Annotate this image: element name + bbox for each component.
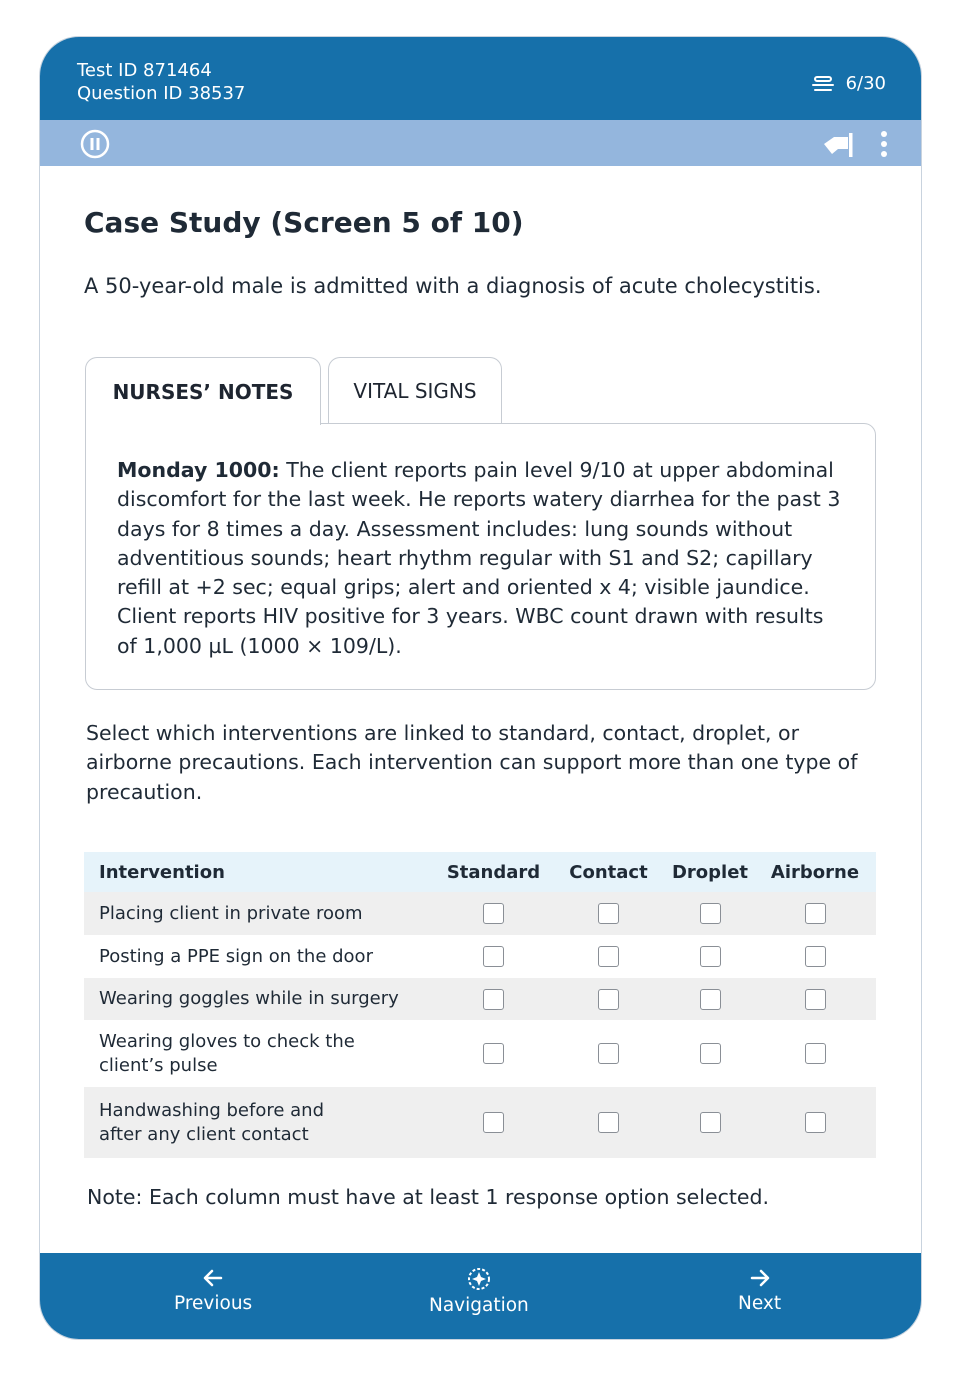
more-options-icon[interactable]: [874, 129, 894, 159]
checkbox-standard[interactable]: [483, 946, 504, 967]
selection-note: Note: Each column must have at least 1 response option selected.: [87, 1185, 770, 1209]
progress-text: 6/30: [845, 73, 886, 94]
checkbox-airborne[interactable]: [805, 1043, 826, 1064]
next-button[interactable]: [738, 1267, 781, 1314]
navigation-label: Navigation: [429, 1295, 529, 1316]
checkbox-contact[interactable]: [598, 1043, 619, 1064]
checkbox-contact[interactable]: [598, 1112, 619, 1133]
header-droplet: Droplet: [666, 852, 754, 892]
notes-time-label: Monday 1000:: [117, 458, 280, 482]
intervention-label: Wearing gloves to check the client’s pulse: [99, 1030, 355, 1076]
question-id: Question ID 38537: [77, 83, 246, 104]
checkbox-droplet[interactable]: [700, 903, 721, 924]
checkbox-droplet[interactable]: [700, 1112, 721, 1133]
checkbox-droplet[interactable]: [700, 1043, 721, 1064]
table-row: [84, 892, 876, 935]
checkbox-standard[interactable]: [483, 1112, 504, 1133]
tab-vital-signs[interactable]: VITAL SIGNS: [328, 357, 502, 424]
table-row: [84, 978, 876, 1020]
checkbox-contact[interactable]: [598, 946, 619, 967]
precautions-matrix: [84, 852, 876, 1158]
checkbox-airborne[interactable]: [805, 989, 826, 1010]
header-airborne: Airborne: [754, 852, 876, 892]
question-instructions: Select which interventions are linked to standard, contact, droplet, or airborne precautions. Each intervention can support more than one type of precaution.: [86, 721, 858, 804]
pause-icon[interactable]: [80, 129, 110, 159]
intervention-label: Wearing goggles while in surgery: [84, 978, 436, 1020]
intervention-label: Placing client in private room: [84, 892, 436, 935]
test-id: Test ID 871464: [77, 60, 212, 81]
navigation-button[interactable]: [429, 1267, 529, 1316]
flag-icon[interactable]: [822, 130, 856, 158]
stack-icon: [812, 76, 834, 92]
exam-window: [39, 36, 922, 1340]
notes-body: The client reports pain level 9/10 at upper abdominal discomfort for the last week. He reports watery diarrhea for the past 3 days for 8 times a day. Assessment includes: lung sounds without adventitious sounds; heart rhythm regular with S1 and S2; capillary refill at +2 sec; equal grips; alert and oriented x 4; visible jaundice. Client reports HIV positive for 3 years. WBC count drawn with results of 1,000 µL (1000 × 109/L).: [117, 458, 841, 658]
intervention-label: Posting a PPE sign on the door: [99, 945, 373, 967]
intervention-label: Handwashing before and after any client contact: [84, 1087, 436, 1158]
tab-nurses-notes[interactable]: NURSES’ NOTES: [85, 357, 321, 425]
compass-icon: [467, 1267, 491, 1291]
arrow-left-icon: [202, 1267, 224, 1289]
checkbox-droplet[interactable]: [700, 946, 721, 967]
checkbox-droplet[interactable]: [700, 989, 721, 1010]
nurses-notes-panel: [85, 423, 876, 690]
scenario-text: A 50-year-old male is admitted with a diagnosis of acute cholecystitis.: [84, 274, 822, 298]
checkbox-standard[interactable]: [483, 1043, 504, 1064]
checkbox-contact[interactable]: [598, 903, 619, 924]
top-bar: [40, 37, 921, 120]
question-content: [40, 166, 921, 1255]
table-row: [84, 1020, 876, 1087]
checkbox-contact[interactable]: [598, 989, 619, 1010]
bottom-nav-bar: [40, 1253, 921, 1339]
id-block: [77, 59, 245, 105]
toolbar: [40, 120, 921, 166]
table-row: [84, 1087, 876, 1158]
header-standard: Standard: [436, 852, 551, 892]
checkbox-airborne[interactable]: [805, 903, 826, 924]
header-intervention: Intervention: [84, 852, 436, 892]
checkbox-standard[interactable]: [483, 989, 504, 1010]
progress-counter: [812, 73, 886, 94]
table-row: [84, 935, 876, 978]
previous-button[interactable]: [174, 1267, 252, 1314]
header-contact: Contact: [551, 852, 666, 892]
checkbox-standard[interactable]: [483, 903, 504, 924]
checkbox-airborne[interactable]: [805, 946, 826, 967]
arrow-right-icon: [749, 1267, 771, 1289]
checkbox-airborne[interactable]: [805, 1112, 826, 1133]
page-title: Case Study (Screen 5 of 10): [84, 206, 524, 239]
matrix-header-row: [84, 852, 876, 892]
previous-label: Previous: [174, 1293, 253, 1314]
next-label: Next: [738, 1293, 782, 1314]
